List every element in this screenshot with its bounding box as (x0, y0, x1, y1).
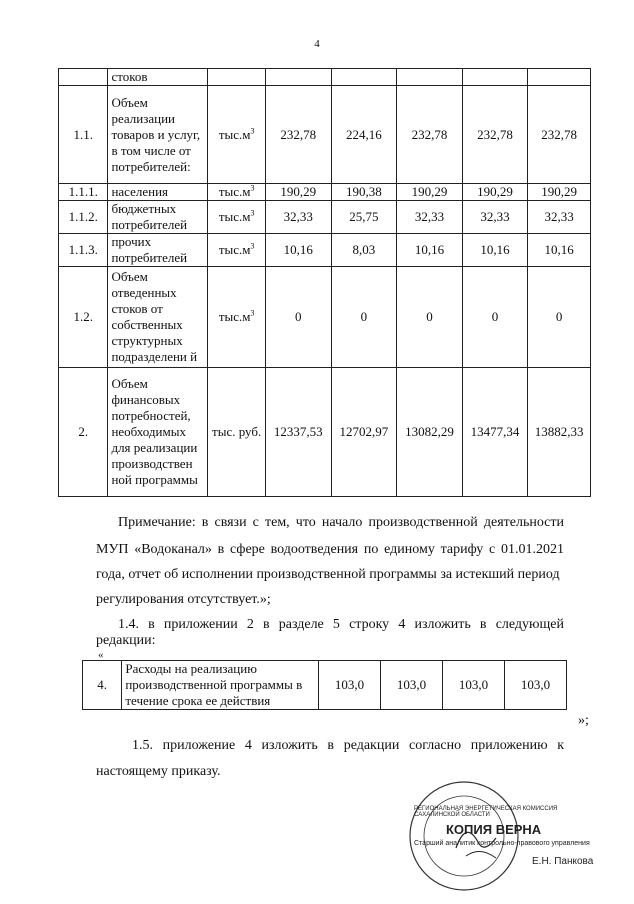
table-row (59, 86, 591, 184)
row-value: 13882,33 (528, 368, 591, 497)
table-row (59, 234, 591, 267)
unit-superscript: 3 (250, 183, 255, 193)
row-value: 10,16 (397, 234, 463, 267)
item-1-4-line-1: 1.4. в приложении 2 в разделе 5 строку 4 изложить в следующей (118, 617, 564, 632)
unit-text: тыс.м (218, 126, 251, 142)
row-value: 190,38 (331, 184, 397, 201)
row-value: 103,0 (319, 661, 381, 710)
note-line-1: Примечание: в связи с тем, что начало производственной деятельности (118, 515, 564, 530)
row-value: 232,78 (265, 86, 331, 184)
table-row (59, 267, 591, 368)
row-value: 32,33 (265, 201, 331, 234)
unit-text: тыс.м (218, 309, 251, 324)
unit-superscript: 3 (250, 126, 255, 136)
row-name: стоков (108, 69, 208, 86)
row-value: 0 (528, 267, 591, 368)
row-value (265, 69, 331, 86)
row-unit (208, 234, 266, 267)
row-value: 190,29 (528, 184, 591, 201)
row-value: 8,03 (331, 234, 397, 267)
row-number: 1.1. (59, 86, 108, 184)
page-number: 4 (314, 38, 320, 50)
row-unit (208, 267, 266, 368)
row-value: 12702,97 (331, 368, 397, 497)
close-quote: »; (578, 713, 589, 728)
table-row (83, 661, 567, 710)
row-name: Объем реализации товаров и услуг, в том числе от потребителей: (108, 86, 208, 184)
row-value: 0 (462, 267, 528, 368)
row-value (397, 69, 463, 86)
row-value: 0 (331, 267, 397, 368)
row-value: 190,29 (265, 184, 331, 201)
item-1-4-line-2: редакции: (96, 633, 156, 648)
row-unit (208, 184, 266, 201)
row-value: 10,16 (265, 234, 331, 267)
row-value: 232,78 (528, 86, 591, 184)
row-number: 1.1.1. (59, 184, 108, 201)
table-row (59, 184, 591, 201)
table-row (59, 201, 591, 234)
row-value: 224,16 (331, 86, 397, 184)
program-table-body (59, 69, 591, 497)
note-line-2: МУП «Водоканал» в сфере водоотведения по единому тарифу с 01.01.2021 (96, 542, 564, 557)
program-table (58, 68, 591, 497)
item-1-5-line-1: 1.5. приложение 4 изложить в редакции согласно приложению к (132, 738, 564, 753)
row-name: прочих потребителей (108, 234, 208, 267)
row-number (59, 69, 108, 86)
row-name: населения (108, 184, 208, 201)
stamp-signer: Е.Н. Панкова (532, 856, 594, 867)
row-value (331, 69, 397, 86)
row-number: 1.1.2. (59, 201, 108, 234)
stamp-position: Старший аналитик контрольно-правового управления (414, 840, 590, 847)
stamp-title: КОПИЯ ВЕРНА (446, 822, 542, 837)
row-name: Расходы на реализацию производственной программы в течение срока ее действия (122, 661, 319, 710)
row-name: бюджетных потребителей (108, 201, 208, 234)
row-value: 190,29 (397, 184, 463, 201)
row-number: 1.1.3. (59, 234, 108, 267)
row-value: 232,78 (462, 86, 528, 184)
table-row (59, 69, 591, 86)
row-value: 25,75 (331, 201, 397, 234)
row-unit (208, 69, 266, 86)
row-name: Объем финансовых потребностей, необходимых для реализации производствен ной программы (108, 368, 208, 497)
row-value: 32,33 (397, 201, 463, 234)
stamp-org: РЕГИОНАЛЬНАЯ ЭНЕРГЕТИЧЕСКАЯ КОМИССИЯ САХАЛИНСКОЙ ОБЛАСТИ (414, 806, 558, 818)
table-row (59, 368, 591, 497)
open-quote: « (98, 649, 104, 661)
note-line-3: года, отчет об исполнении производственной программы за истекший период (96, 567, 560, 582)
row-value: 103,0 (381, 661, 443, 710)
certification-stamp (396, 776, 606, 896)
row-unit (208, 86, 266, 184)
row-number: 4. (83, 661, 122, 710)
unit-text: тыс.м (218, 209, 251, 224)
unit-superscript: 3 (250, 208, 255, 218)
unit-text: тыс.м (218, 184, 251, 199)
row-value (462, 69, 528, 86)
row-unit (208, 201, 266, 234)
row-value: 12337,53 (265, 368, 331, 497)
row-number: 2. (59, 368, 108, 497)
unit-superscript: 3 (250, 308, 255, 318)
row-value: 232,78 (397, 86, 463, 184)
row-value: 103,0 (442, 661, 504, 710)
row-value: 0 (397, 267, 463, 368)
row-value: 0 (265, 267, 331, 368)
row-value: 190,29 (462, 184, 528, 201)
row-value: 10,16 (528, 234, 591, 267)
item-1-5-line-2: настоящему приказу. (96, 764, 221, 779)
amendment-table (82, 660, 567, 710)
row-value: 13082,29 (397, 368, 463, 497)
row-value (528, 69, 591, 86)
row-unit (208, 368, 266, 497)
row-value: 10,16 (462, 234, 528, 267)
unit-text: тыс. руб. (212, 424, 262, 439)
row-value: 32,33 (462, 201, 528, 234)
note-line-4: регулирования отсутствует.»; (96, 592, 271, 607)
unit-superscript: 3 (250, 241, 255, 251)
unit-text: тыс.м (218, 242, 251, 257)
row-value: 103,0 (504, 661, 566, 710)
row-number: 1.2. (59, 267, 108, 368)
row-name: Объем отведенных стоков от собственных структурных подразделени й (108, 267, 208, 368)
row-value: 13477,34 (462, 368, 528, 497)
row-value: 32,33 (528, 201, 591, 234)
